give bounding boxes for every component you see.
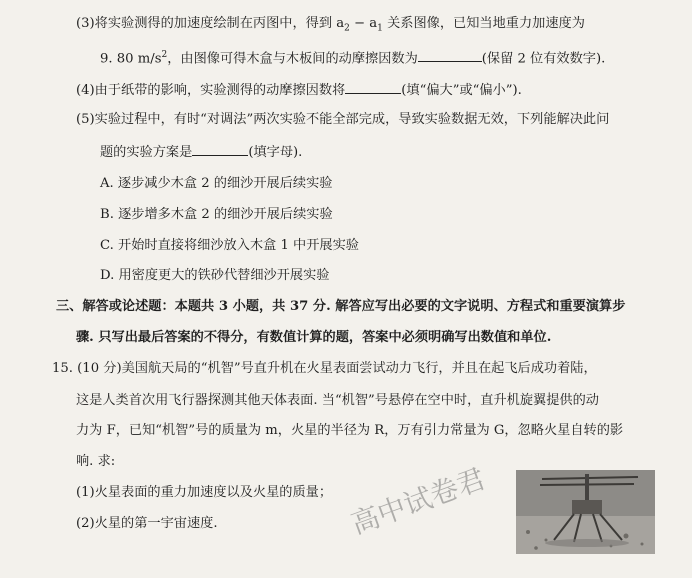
section3-line1: 三、解答或论述题：本题共 3 小题，共 37 分. 解答应写出必要的文字说明、方程式和重要演算步: [56, 299, 626, 314]
q15-line1: 15. (10 分)美国航天局的“机智”号直升机在火星表面尝试动力飞行，并且在起飞后成功着陆，: [52, 361, 597, 376]
q3-line2-post: ，由图像可得木盒与木板间的动摩擦因数为: [167, 51, 418, 67]
q15-sub2: (2)火星的第一宇宙速度.: [76, 516, 218, 531]
q3-line2-pre: 9. 80 m/s: [100, 51, 162, 67]
q4-pre: (4)由于纸带的影响，实验测得的动摩擦因数将: [76, 83, 346, 98]
q4-post: (填“偏大”或“偏小”).: [401, 83, 522, 98]
q3-line2-sup: 2: [161, 50, 168, 60]
q5-line1: (5)实验过程中，有时“对调法”两次实验不能全部完成，导致实验数据无效，下列能解决此问: [76, 112, 610, 127]
option-c: C. 开始时直接将细沙放入木盒 1 中开展实验: [100, 238, 359, 253]
mars-helicopter-photo: [516, 470, 655, 554]
q15-line4: 响. 求:: [76, 454, 116, 469]
watermark-text: 高中试卷君: [346, 461, 490, 541]
q3-line1-sub2: 2: [344, 23, 350, 34]
q3-line1-sub1: 1: [377, 23, 383, 34]
q15-sub1: (1)火星表面的重力加速度以及火星的质量；: [76, 485, 333, 500]
q3-line1: [76, 15, 585, 38]
q3-line2: [100, 46, 605, 68]
helicopter-illustration: [516, 470, 655, 554]
q3-line1-mid: − a: [349, 16, 378, 31]
q5-line2-pre: 题的实验方案是: [100, 145, 193, 160]
q5-line2-post: (填字母).: [248, 145, 303, 160]
q15-line2: 这是人类首次用飞行器探测其他天体表面. 当“机智”号悬停在空中时，直升机旋翼提供的动: [76, 393, 599, 408]
q3-line1-pre: (3)将实验测得的加速度绘制在丙图中，得到 a: [76, 16, 345, 31]
q3-line1-post: 关系图像，已知当地重力加速度为: [382, 16, 585, 31]
option-a: A. 逐步减少木盒 2 的细沙开展后续实验: [100, 176, 333, 191]
q3-answer-blank[interactable]: [418, 48, 482, 62]
q4-line: [76, 80, 522, 100]
q15-line3: 力为 F，已知“机智”号的质量为 m，火星的半径为 R，万有引力常量为 G，忽略火星自转的影: [76, 423, 624, 438]
q5-answer-blank[interactable]: [192, 142, 248, 156]
option-d: D. 用密度更大的铁砂代替细沙开展实验: [100, 268, 330, 283]
q3-line2-tail: (保留 2 位有效数字).: [481, 51, 606, 67]
q4-answer-blank[interactable]: [345, 80, 401, 94]
section3-line2: 骤. 只写出最后答案的不得分，有数值计算的题，答案中必须明确写出数值和单位.: [76, 330, 552, 345]
q5-line2: [100, 142, 302, 162]
option-b: B. 逐步增多木盒 2 的细沙开展后续实验: [100, 207, 333, 222]
